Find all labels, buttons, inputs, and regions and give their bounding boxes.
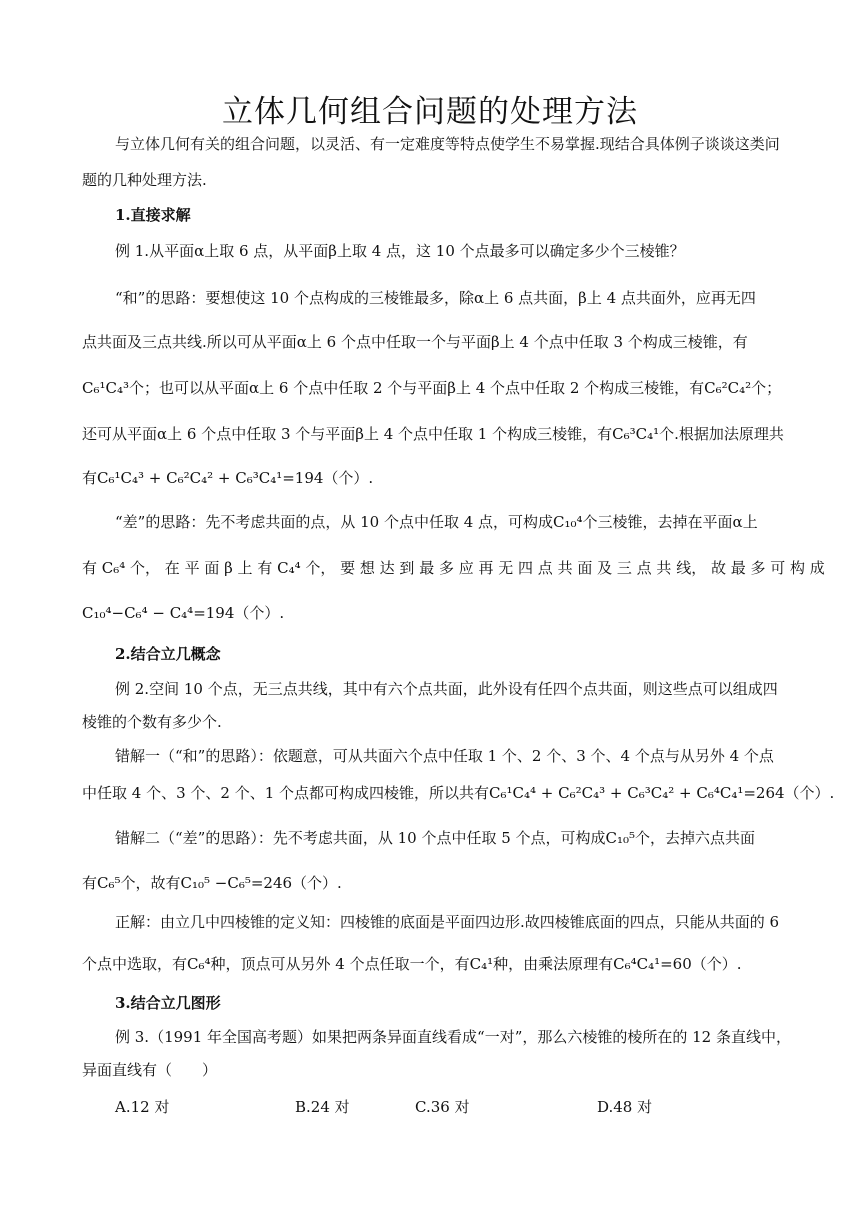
intro-line: 与立体几何有关的组合问题，以灵活、有一定难度等特点使学生不易掌握.现结合具体例子谈谈这类问	[115, 135, 780, 153]
example-text: 例 2.空间 10 个点，无三点共线，其中有六个点共面，此外设有任四个点共面，则这些点可以组成四	[115, 680, 778, 698]
example-text: 例 1.从平面α上取 6 点，从平面β上取 4 点，这 10 个点最多可以确定多少个三棱锥？	[115, 242, 685, 260]
option-a: A.12 对	[115, 1098, 170, 1116]
section-heading: 1.直接求解	[115, 206, 191, 224]
solution-line: C₆¹C₄³个；也可以从平面α上 6 个点中任取 2 个与平面β上 4 个点中任取 2 个构成三棱锥，有C₆²C₄²个；	[82, 379, 782, 397]
example-text: 棱锥的个数有多少个.	[82, 713, 222, 731]
solution-line: 错解一（“和”的思路）：依题意，可从共面六个点中任取 1 个、2 个、3 个、4 个点与从另外 4 个点	[115, 747, 774, 765]
solution-line: 中任取 4 个、3 个、2 个、1 个点都可构成四棱锥，所以共有C₆¹C₄⁴ + C₆²C₄³ + C₆³C₄² + C₆⁴C₄¹=264（个）.	[82, 784, 835, 802]
page-title: 立体几何组合问题的处理方法	[222, 94, 638, 130]
option-c: C.36 对	[415, 1098, 470, 1116]
option-d: D.48 对	[597, 1098, 653, 1116]
solution-line: 有 C₆⁴ 个， 在 平 面 β 上 有 C₄⁴ 个， 要 想 达 到 最 多 应 再 无 四 点 共 面 及 三 点 共 线， 故 最 多 可 构 成	[82, 559, 825, 577]
solution-line: 正解：由立几中四棱锥的定义知：四棱锥的底面是平面四边形.故四棱锥底面的四点，只能从共面的 6	[115, 913, 780, 931]
solution-line: 有C₆¹C₄³ + C₆²C₄² + C₆³C₄¹=194（个）.	[82, 469, 374, 487]
solution-line: 个点中选取，有C₆⁴种，顶点可从另外 4 个点任取一个，有C₄¹种，由乘法原理有C₆⁴C₄¹=60（个）.	[82, 955, 742, 973]
solution-line: 错解二（“差”的思路）：先不考虑共面，从 10 个点中任取 5 个点，可构成C₁₀⁵个，去掉六点共面	[115, 829, 756, 847]
solution-line: C₁₀⁴−C₆⁴ − C₄⁴=194（个）.	[82, 604, 285, 622]
section-heading: 3.结合立几图形	[115, 994, 221, 1012]
example-text: 异面直线有（ ）	[82, 1061, 218, 1079]
intro-line: 题的几种处理方法.	[82, 171, 207, 189]
example-text: 例 3.（1991 年全国高考题）如果把两条异面直线看成“一对”，那么六棱锥的棱所在的 12 条直线中，	[115, 1028, 791, 1046]
solution-line: 有C₆⁵个，故有C₁₀⁵ −C₆⁵=246（个）.	[82, 874, 342, 892]
section-heading: 2.结合立几概念	[115, 645, 221, 663]
solution-line: 还可从平面α上 6 个点中任取 3 个与平面β上 4 个点中任取 1 个构成三棱锥，有C₆³C₄¹个.根据加法原理共	[82, 425, 784, 443]
solution-line: “差”的思路：先不考虑共面的点，从 10 个点中任取 4 点，可构成C₁₀⁴个三棱锥，去掉在平面α上	[115, 513, 758, 531]
option-b: B.24 对	[295, 1098, 350, 1116]
solution-line: 点共面及三点共线.所以可从平面α上 6 个点中任取一个与平面β上 4 个点中任取 3 个构成三棱锥，有	[82, 333, 748, 351]
solution-line: “和”的思路：要想使这 10 个点构成的三棱锥最多，除α上 6 点共面，β上 4 点共面外，应再无四	[115, 289, 756, 307]
